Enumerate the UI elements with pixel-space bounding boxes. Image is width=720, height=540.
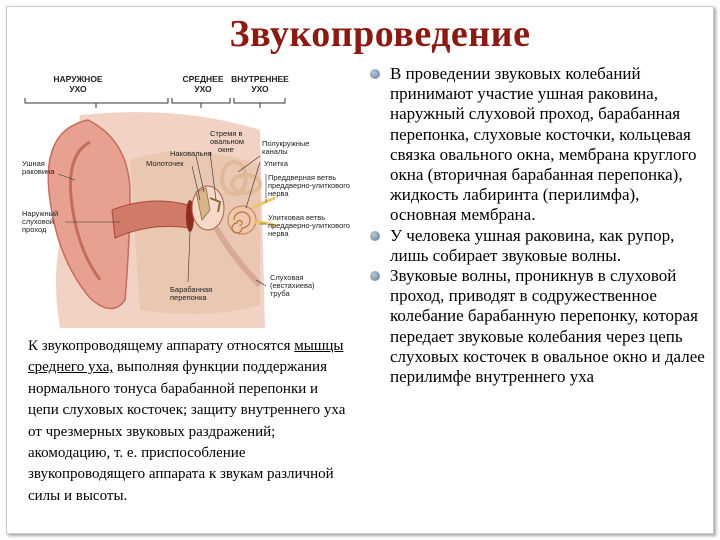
label-tube-3: труба bbox=[270, 289, 290, 298]
label-stirrup-3: окне bbox=[218, 145, 234, 154]
bullet-text: Звуковые волны, проникнув в слуховой проход, приводят в содружественное колебание барабанную перепонку, которая передает звуковые колебания через цепь слуховых косточек в овальное окно и далее перилимфе внутреннего уха bbox=[390, 266, 705, 387]
label-anvil: Наковальня bbox=[170, 149, 212, 158]
header-inner-line1: ВНУТРЕННЕЕ bbox=[231, 74, 289, 84]
ear-anatomy-figure bbox=[20, 70, 350, 328]
bullet-text: В проведении звуковых колебаний принимают участие ушная раковина, наружный слуховой проход, барабанная перепонка, слуховые косточки, кольцевая связка овального окна, мембрана круглого окна (вторичная барабанная перепонка), жидкость лабиринта (перилимфа), основная мембрана. bbox=[390, 64, 697, 225]
label-cochlea: Улитка bbox=[264, 159, 288, 168]
bracket-outer bbox=[25, 98, 168, 108]
muscles-text-underlined: мышцы среднего уха, bbox=[28, 338, 344, 376]
label-hammer: Молоточек bbox=[146, 159, 184, 168]
bullet-dot-icon bbox=[370, 69, 380, 79]
bullet-dot-icon bbox=[370, 271, 380, 281]
label-auricle-1: Ушная bbox=[22, 159, 45, 168]
header-outer-line2: УХО bbox=[69, 84, 87, 94]
label-eardrum-2: перепонка bbox=[170, 293, 207, 302]
header-inner-line2: УХО bbox=[251, 84, 269, 94]
muscles-text-part2: выполняя функции поддержания нормального тонуса барабанной перепонки и цепи слуховых косточек; защиту внутреннего уха от чрезмерных звуковых раздражений; акомодацию, т. е. приспособление звукопроводящего аппарата к звукам различной силы и высоты. bbox=[28, 359, 346, 504]
label-vnerve-2: преддверно-улиткового bbox=[268, 181, 350, 190]
label-canal-3: проход bbox=[22, 225, 47, 234]
slide-title: Звукопроведение bbox=[229, 13, 531, 55]
label-cnerve-1: Улитковая ветвь bbox=[268, 213, 326, 222]
label-tube-2: (евстахиева) bbox=[270, 281, 315, 290]
bracket-middle bbox=[172, 98, 230, 108]
label-cnerve-2: преддверно-улиткового bbox=[268, 221, 350, 230]
bullet-dot-icon bbox=[370, 231, 380, 241]
bracket-inner bbox=[234, 98, 285, 108]
label-stirrup-1: Стремя в bbox=[210, 129, 243, 138]
header-middle-line2: УХО bbox=[194, 84, 212, 94]
label-eardrum-1: Барабанная bbox=[170, 285, 213, 294]
header-middle-line1: СРЕДНЕЕ bbox=[182, 74, 224, 84]
bullet-item bbox=[368, 64, 708, 226]
label-canals-1: Полукружные bbox=[262, 139, 310, 148]
bullet-item bbox=[368, 266, 708, 387]
label-tube-1: Слуховая bbox=[270, 273, 304, 282]
label-cnerve-3: нерва bbox=[268, 229, 289, 238]
header-outer-line1: НАРУЖНОЕ bbox=[53, 74, 103, 84]
label-vnerve-1: Преддверная ветвь bbox=[268, 173, 337, 182]
muscles-paragraph bbox=[28, 336, 348, 507]
label-canal-1: Наружный bbox=[22, 209, 59, 218]
bullet-list bbox=[368, 64, 708, 387]
label-vnerve-3: нерва bbox=[268, 189, 289, 198]
label-stirrup-2: овальном bbox=[210, 137, 244, 146]
label-canals-2: каналы bbox=[262, 147, 288, 156]
muscles-text-part1: К звукопроводящему аппарату относятся bbox=[28, 338, 295, 354]
bullet-text: У человека ушная раковина, как рупор, лишь собирает звуковые волны. bbox=[390, 225, 675, 265]
label-auricle-2: раковина bbox=[22, 167, 55, 176]
label-canal-2: слуховой bbox=[22, 217, 54, 226]
bullet-item bbox=[368, 226, 708, 266]
